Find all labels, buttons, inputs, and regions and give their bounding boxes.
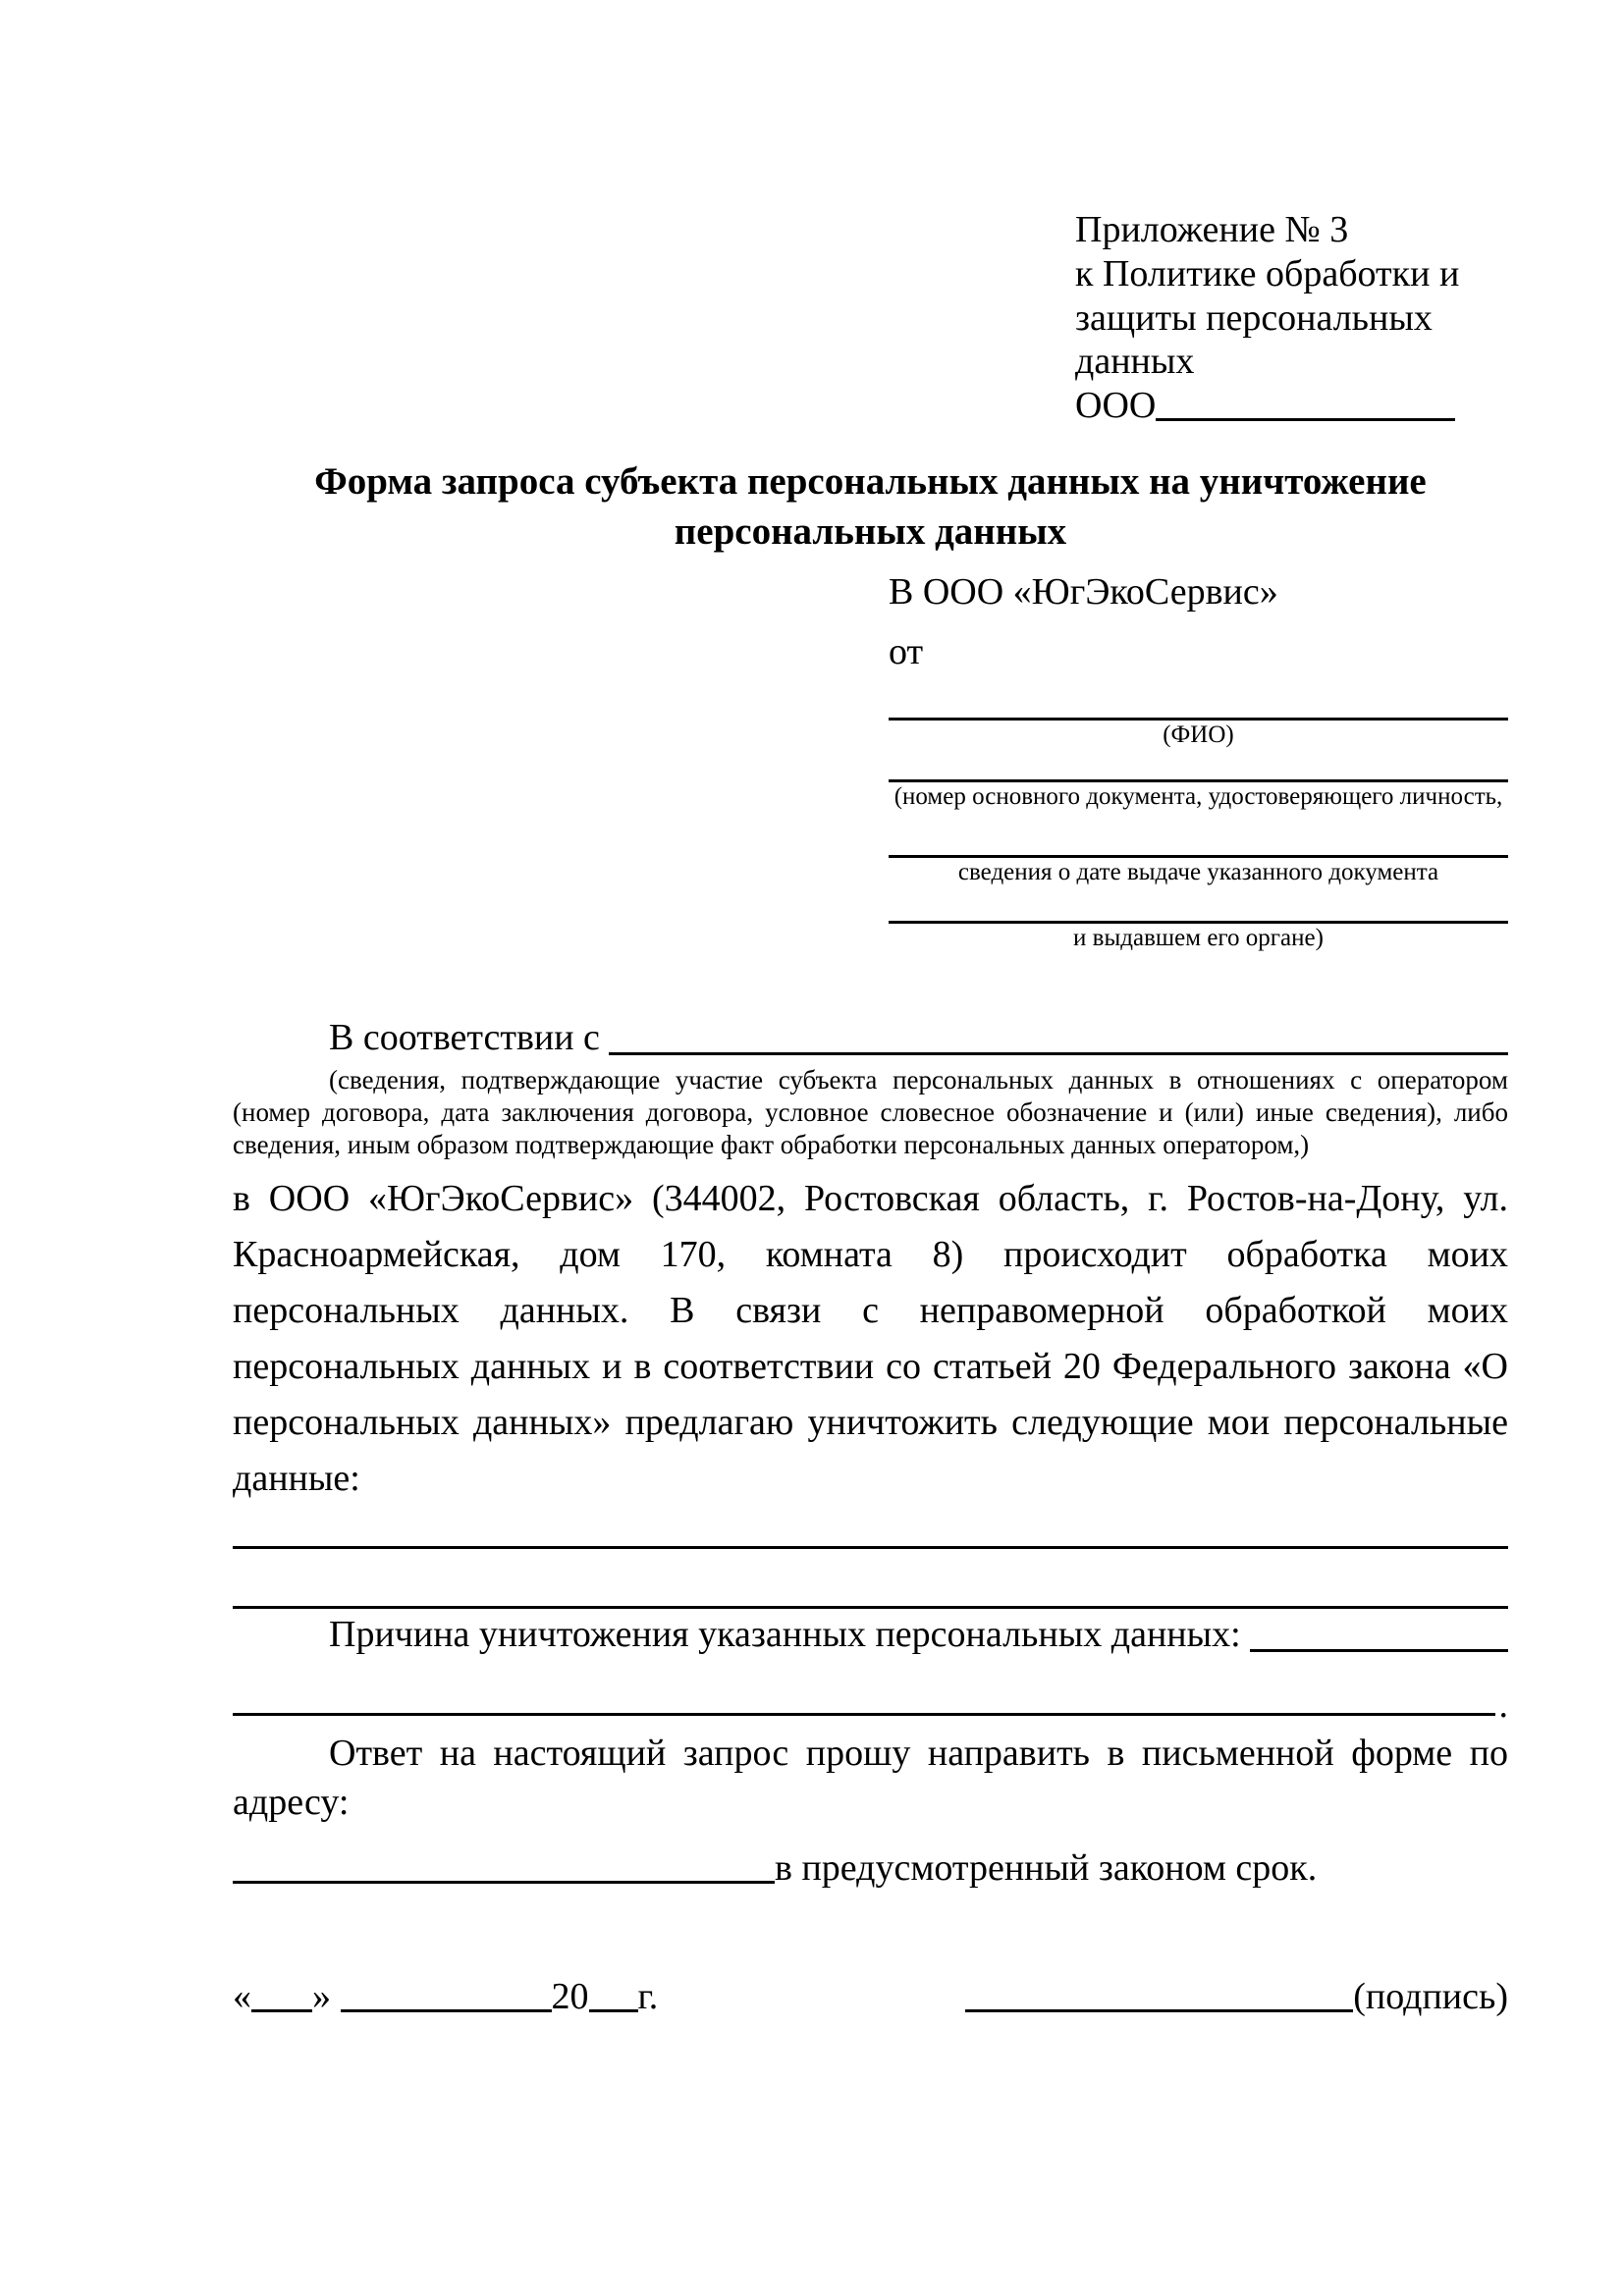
personal-data-blank-line-2	[233, 1549, 1508, 1609]
year-suffix: г.	[637, 1976, 659, 2018]
date-group	[233, 1973, 658, 2021]
appendix-block	[1075, 208, 1508, 428]
fio-blank-line	[889, 676, 1508, 721]
fio-caption: (ФИО)	[1163, 721, 1234, 748]
addressee-to: В ООО «ЮгЭкоСервис»	[889, 570, 1278, 613]
appendix-ooo-row	[1075, 384, 1508, 428]
date-open-quote: «	[233, 1976, 251, 2018]
according-note: (сведения, подтверждающие участие субъекта персональных данных в отношениях с оператором (номер договора, дата заключения договора, условное словесное обозначение и (или) иные сведения), либо сведения, иным образом подтверждающие факт обработки персональных данных оператором,)	[233, 1064, 1508, 1159]
according-row	[233, 1014, 1508, 1062]
issuing-authority-blank-line	[889, 887, 1508, 924]
signature-caption: (подпись)	[1353, 1976, 1508, 2018]
year-blank-line	[589, 2005, 638, 2012]
ooo-label: ООО	[1075, 385, 1157, 427]
document-number-blank-line	[889, 750, 1508, 782]
date-close-quote: »	[312, 1976, 341, 2018]
day-blank-line	[251, 2005, 312, 2012]
addressee-block	[889, 569, 1508, 953]
appendix-line-1: Приложение № 3	[1075, 209, 1349, 250]
according-label: В соответствии с	[329, 1016, 610, 1058]
page-title: Форма запроса субъекта персональных данных на уничтожение персональных данных	[314, 460, 1427, 553]
reason-blank-line	[1250, 1611, 1508, 1652]
ooo-blank-line	[1156, 414, 1455, 421]
according-blank-line	[609, 1014, 1508, 1055]
signature-blank-line	[965, 2005, 1353, 2012]
reason-continuation-row	[233, 1659, 1508, 1727]
footer-row	[233, 1973, 1508, 2021]
issue-date-caption: сведения о дате выдаче указанного документа	[957, 858, 1439, 885]
document-number-caption: (номер основного документа, удостоверяющего личность,	[893, 782, 1503, 810]
main-paragraph: в ООО «ЮгЭкоСервис» (344002, Ростовская область, г. Ростов-на-Дону, ул. Красноармейская, дом 170, комната 8) происходит обработка моих персональных данных. В связи с неправомерной обработкой моих персональных данных и в соответствии со статьей 20 Федерального закона «О персональных данных» предлагаю уничтожить следующие мои персональные данные:	[233, 1177, 1508, 1499]
year-prefix: 20	[551, 1976, 589, 2018]
signature-group	[965, 1973, 1508, 2021]
answer-tail: в предусмотренный законом срок.	[775, 1846, 1318, 1889]
addressee-from: от	[889, 631, 924, 673]
answer-paragraph: Ответ на настоящий запрос прошу направить в письменной форме по адресу:	[233, 1733, 1508, 1823]
line-terminator: .	[1498, 1684, 1508, 1727]
address-blank-line	[233, 1877, 775, 1884]
personal-data-blank-line-1	[233, 1507, 1508, 1549]
issue-date-blank-line	[889, 812, 1508, 858]
month-blank-line	[341, 2005, 552, 2012]
reason-continuation-blank-line	[233, 1656, 1495, 1716]
appendix-line-3: защиты персональных данных	[1075, 296, 1433, 383]
reason-label: Причина уничтожения указанных персональных данных:	[329, 1613, 1251, 1655]
issuing-authority-caption: и выдавшем его органе)	[1073, 924, 1324, 951]
appendix-line-2: к Политике обработки и	[1075, 252, 1460, 294]
reason-row	[233, 1611, 1508, 1659]
answer-address-row	[233, 1844, 1508, 1893]
